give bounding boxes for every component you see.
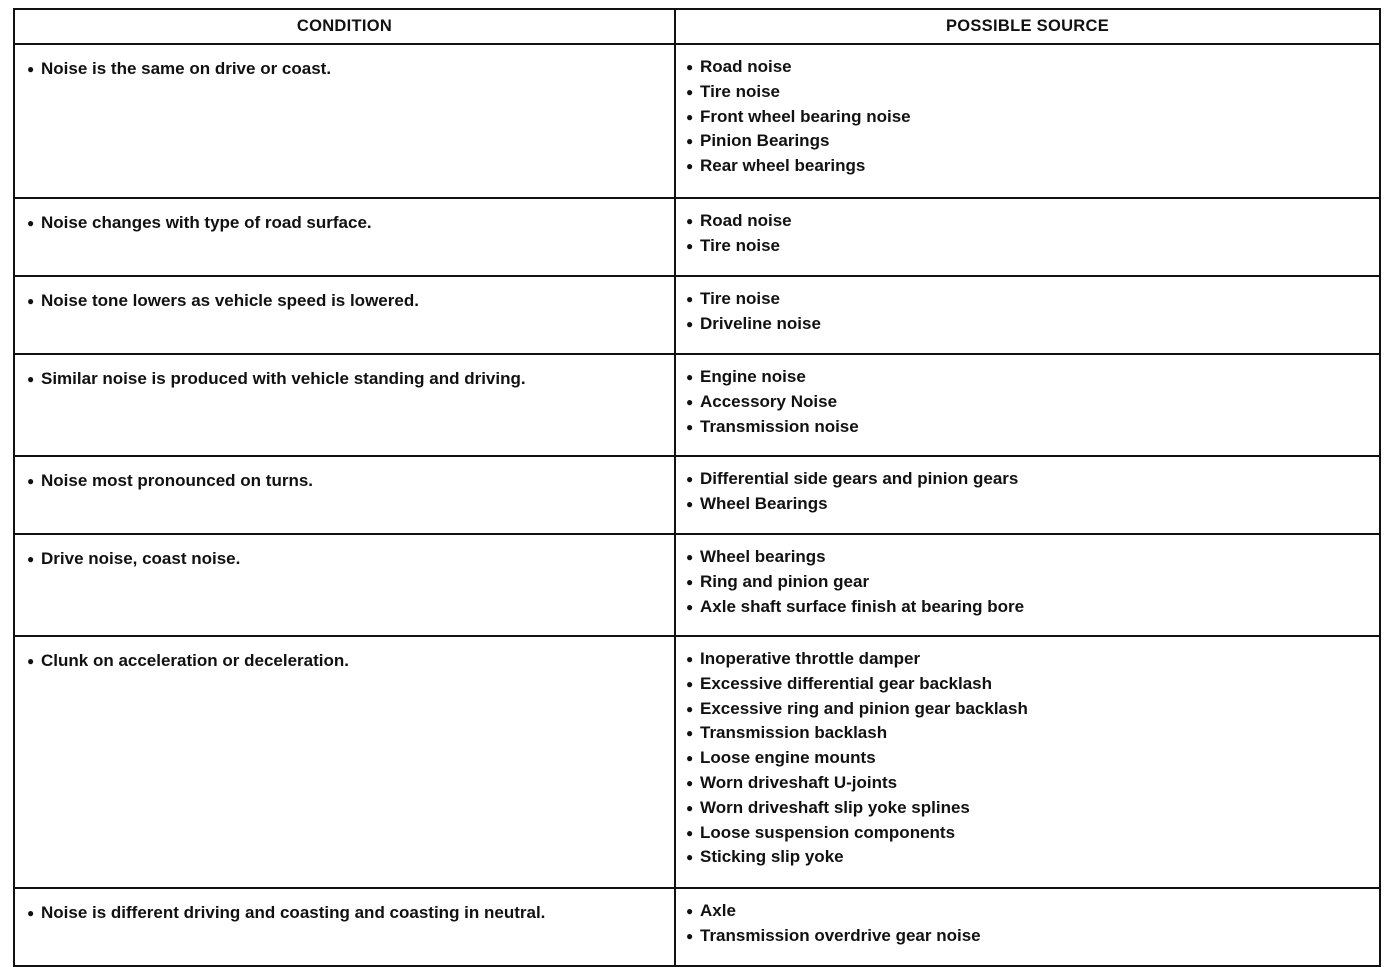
source-item [686, 209, 1373, 234]
bullet-icon: ● [686, 701, 694, 716]
source-text: Pinion Bearings [700, 131, 830, 151]
condition-item [27, 649, 668, 674]
condition-item [27, 289, 668, 314]
noise-diagnosis-table-wrapper [13, 8, 1381, 967]
source-text: Transmission backlash [700, 723, 888, 743]
source-text: Road noise [700, 57, 792, 76]
possible-source-cell [675, 636, 1380, 888]
bullet-icon: ● [686, 751, 694, 766]
source-text: Wheel bearings [700, 547, 826, 566]
condition-text: Noise changes with type of road surface. [41, 213, 372, 232]
source-text: Ring and pinion gear [700, 571, 870, 591]
bullet-icon: ● [686, 134, 694, 149]
source-text: Engine noise [700, 367, 806, 386]
source-item [686, 415, 1373, 440]
possible-source-cell [675, 456, 1380, 534]
condition-cell [14, 198, 675, 276]
possible-source-cell [675, 276, 1380, 354]
source-text: Driveline noise [700, 313, 821, 333]
source-item [686, 647, 1373, 672]
source-item [686, 924, 1373, 949]
source-item [686, 545, 1373, 570]
condition-item [27, 469, 668, 494]
source-text: Differential side gears and pinion gears [700, 469, 1019, 488]
source-item [686, 697, 1373, 722]
table-row [14, 636, 1380, 888]
possible-source-cell [675, 354, 1380, 456]
bullet-icon: ● [27, 654, 35, 668]
condition-cell [14, 354, 675, 456]
bullet-icon: ● [686, 370, 694, 384]
bullet-icon: ● [686, 825, 694, 840]
source-text: Rear wheel bearings [700, 156, 866, 176]
source-text: Excessive ring and pinion gear backlash [700, 698, 1028, 718]
bullet-icon: ● [686, 676, 694, 691]
source-item [686, 234, 1373, 259]
bullet-icon: ● [686, 316, 694, 331]
bullet-icon: ● [686, 472, 694, 486]
possible-source-cell [675, 534, 1380, 636]
bullet-icon: ● [686, 904, 694, 918]
source-text: Front wheel bearing noise [700, 106, 911, 126]
table-body [14, 44, 1380, 966]
source-text: Axle shaft surface finish at bearing bore [700, 596, 1025, 616]
source-text: Excessive differential gear backlash [700, 673, 992, 693]
condition-cell [14, 888, 675, 966]
bullet-icon: ● [686, 800, 694, 815]
source-text: Transmission noise [700, 416, 859, 436]
source-item [686, 390, 1373, 415]
source-item [686, 796, 1373, 821]
source-item [686, 721, 1373, 746]
source-item [686, 80, 1373, 105]
condition-cell [14, 456, 675, 534]
source-item [686, 821, 1373, 846]
bullet-icon: ● [686, 292, 694, 306]
condition-item [27, 211, 668, 236]
source-item [686, 672, 1373, 697]
source-text: Transmission overdrive gear noise [700, 925, 981, 945]
source-text: Tire noise [700, 235, 780, 255]
bullet-icon: ● [686, 775, 694, 790]
condition-text: Noise tone lowers as vehicle speed is lowered. [41, 291, 419, 310]
bullet-icon: ● [686, 214, 694, 228]
bullet-icon: ● [27, 216, 35, 230]
source-text: Worn driveshaft U-joints [700, 772, 898, 792]
source-item [686, 845, 1373, 870]
condition-cell [14, 534, 675, 636]
bullet-icon: ● [27, 474, 35, 488]
source-text: Wheel Bearings [700, 493, 828, 513]
source-text: Worn driveshaft slip yoke splines [700, 797, 970, 817]
bullet-icon: ● [27, 294, 35, 308]
condition-item [27, 547, 668, 572]
bullet-icon: ● [27, 62, 35, 76]
condition-cell [14, 636, 675, 888]
bullet-icon: ● [686, 394, 694, 409]
bullet-icon: ● [686, 109, 694, 124]
source-item [686, 899, 1373, 924]
source-item [686, 287, 1373, 312]
bullet-icon: ● [686, 84, 694, 99]
bullet-icon: ● [686, 928, 694, 943]
bullet-icon: ● [686, 850, 694, 865]
source-text: Road noise [700, 211, 792, 230]
condition-item [27, 901, 668, 926]
header-possible-source: POSSIBLE SOURCE [675, 9, 1380, 44]
bullet-icon: ● [27, 906, 35, 920]
table-row [14, 198, 1380, 276]
condition-cell [14, 44, 675, 198]
source-text: Tire noise [700, 289, 780, 308]
source-text: Loose engine mounts [700, 748, 876, 768]
source-text: Sticking slip yoke [700, 847, 844, 867]
condition-text: Drive noise, coast noise. [41, 549, 241, 568]
header-row [14, 9, 1380, 44]
bullet-icon: ● [686, 726, 694, 741]
condition-item [27, 57, 668, 82]
condition-item [27, 367, 668, 392]
source-item [686, 365, 1373, 390]
source-item [686, 467, 1373, 492]
source-item [686, 105, 1373, 130]
table-row [14, 534, 1380, 636]
condition-text: Clunk on acceleration or deceleration. [41, 651, 349, 670]
bullet-icon: ● [686, 159, 694, 174]
source-item [686, 570, 1373, 595]
bullet-icon: ● [27, 372, 35, 386]
table-row [14, 456, 1380, 534]
bullet-icon: ● [686, 419, 694, 434]
bullet-icon: ● [686, 496, 694, 511]
source-item [686, 771, 1373, 796]
possible-source-cell [675, 888, 1380, 966]
bullet-icon: ● [686, 574, 694, 589]
condition-text: Noise is different driving and coasting and coasting in neutral. [41, 903, 546, 922]
table-row [14, 44, 1380, 198]
table-row [14, 888, 1380, 966]
source-text: Inoperative throttle damper [700, 649, 921, 668]
noise-diagnosis-table [13, 8, 1381, 967]
header-condition: CONDITION [14, 9, 675, 44]
condition-text: Similar noise is produced with vehicle standing and driving. [41, 369, 526, 388]
possible-source-cell [675, 44, 1380, 198]
source-item [686, 55, 1373, 80]
bullet-icon: ● [686, 550, 694, 564]
source-text: Axle [700, 901, 736, 920]
source-text: Tire noise [700, 81, 780, 101]
table-row [14, 354, 1380, 456]
source-item [686, 129, 1373, 154]
source-item [686, 154, 1373, 179]
possible-source-cell [675, 198, 1380, 276]
bullet-icon: ● [686, 60, 694, 74]
source-item [686, 312, 1373, 337]
source-item [686, 492, 1373, 517]
source-text: Loose suspension components [700, 822, 956, 842]
condition-text: Noise most pronounced on turns. [41, 471, 314, 490]
bullet-icon: ● [686, 238, 694, 253]
source-item [686, 595, 1373, 620]
source-item [686, 746, 1373, 771]
condition-cell [14, 276, 675, 354]
bullet-icon: ● [686, 652, 694, 666]
bullet-icon: ● [27, 552, 35, 566]
table-row [14, 276, 1380, 354]
condition-text: Noise is the same on drive or coast. [41, 59, 332, 78]
bullet-icon: ● [686, 599, 694, 614]
source-text: Accessory Noise [700, 391, 838, 411]
